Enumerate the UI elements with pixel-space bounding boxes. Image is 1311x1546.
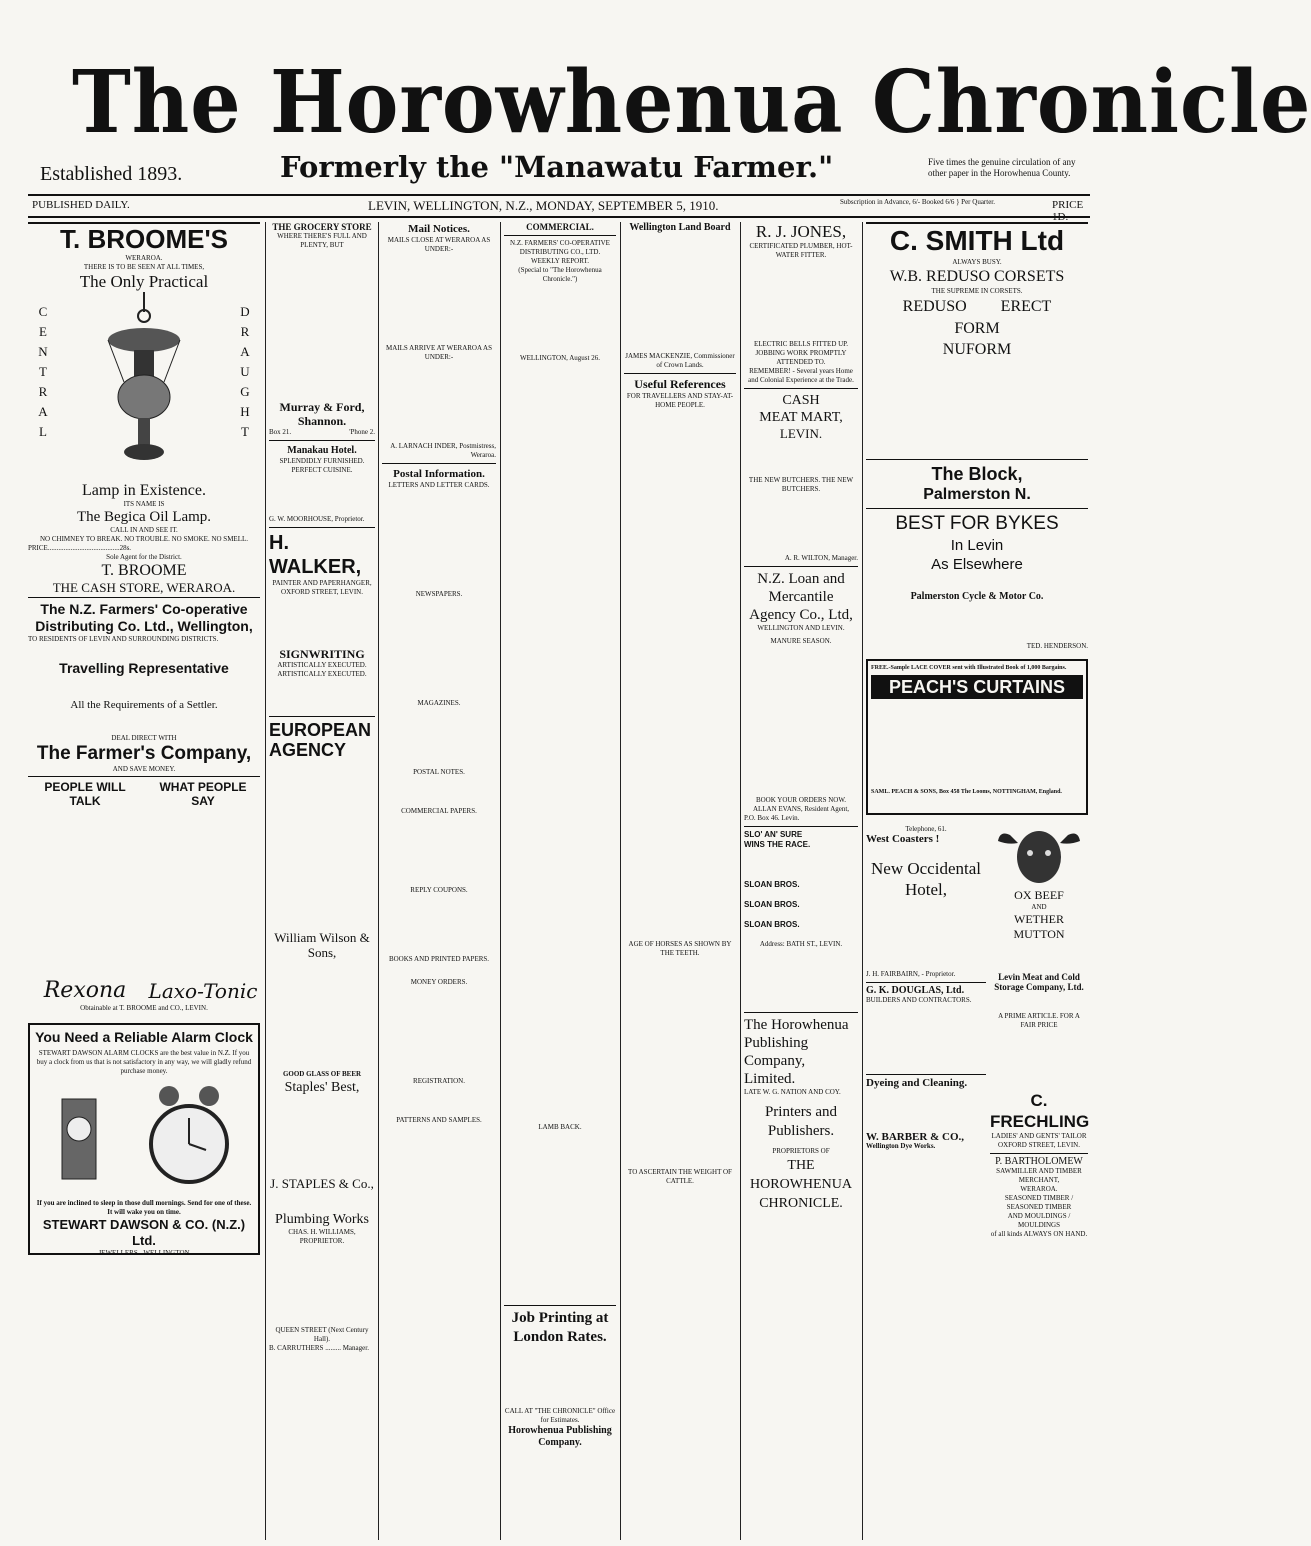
lamp-in-existence: Lamp in Existence. <box>82 482 206 499</box>
murray-contact <box>269 428 375 437</box>
filler-text <box>866 1151 986 1181</box>
central-letters: CENTRAL <box>38 304 48 439</box>
filler-text <box>990 992 1088 1012</box>
filler-text <box>744 1213 858 1353</box>
its-name: ITS NAME IS <box>123 500 165 508</box>
clocks-row <box>34 1079 254 1199</box>
ox-beef: OX BEEF <box>1014 888 1064 902</box>
column-rule <box>740 222 741 1540</box>
filler-text <box>382 254 496 344</box>
filler-text <box>382 987 496 1077</box>
commercial-papers-heading: COMMERCIAL PAPERS. <box>401 807 477 815</box>
levin-heading: LEVIN. <box>779 426 823 441</box>
sloan-bros: SLOAN BROS. <box>744 880 800 889</box>
barber-dye-works: Wellington Dye Works. <box>866 1142 936 1150</box>
column-rule <box>265 222 266 1540</box>
filler-text <box>744 442 858 476</box>
filler-text <box>382 362 496 442</box>
alarm-clock-icon <box>54 1089 104 1189</box>
signwriting: SIGNWRITING <box>279 647 365 661</box>
filler-text <box>269 1096 375 1176</box>
and-save: AND SAVE MONEY. <box>28 765 260 777</box>
postal-information: Postal Information. <box>393 468 485 480</box>
carruthers: B. CARRUTHERS ......... Manager. <box>269 1344 369 1352</box>
magazines-heading: MAGAZINES. <box>417 699 461 707</box>
filler-text <box>382 490 496 590</box>
murray-ford: Murray & Ford, Shannon. <box>279 400 365 428</box>
filler-text <box>269 760 375 930</box>
to-ascertain: TO ASCERTAIN THE WEIGHT OF CATTLE. <box>628 1168 732 1185</box>
queen-street: QUEEN STREET (Next Century Hall). <box>275 1326 369 1343</box>
filler-text <box>146 808 260 978</box>
filler-text <box>744 930 858 940</box>
occidental-hotel-ad <box>866 825 986 1239</box>
sloan-bros: SLOAN BROS. <box>744 900 800 909</box>
mouldings: AND MOULDINGS / MOULDINGS <box>1007 1212 1071 1229</box>
the-block: The Block, <box>931 464 1023 484</box>
william-wilson: William Wilson & Sons, <box>274 930 370 960</box>
phone-number: 'Phone 2. <box>349 428 375 436</box>
po-box: P.O. Box 46. Levin. <box>744 814 800 822</box>
only-practical: The Only Practical <box>79 272 209 291</box>
j-staples: J. STAPLES & Co., <box>270 1176 374 1191</box>
wellington-and-levin: WELLINGTON AND LEVIN. <box>757 624 845 632</box>
levin-meat-company: Levin Meat and Cold Storage Company, Ltd. <box>994 972 1084 992</box>
filler-text <box>744 890 858 900</box>
for-travellers: FOR TRAVELLERS AND STAY-AT-HOME PEOPLE. <box>626 392 734 409</box>
filler-text <box>382 777 496 807</box>
peach-free: FREE.-Sample LACE COVER sent with Illustrated Book of 1,000 Bargains. <box>871 665 1067 671</box>
supreme-in-corsets: THE SUPREME IN CORSETS. <box>931 287 1023 295</box>
column-rule <box>862 222 863 1540</box>
commercial-heading: COMMERCIAL. <box>526 222 594 232</box>
cash-store: THE CASH STORE, WERAROA. <box>28 580 260 598</box>
filler-text <box>744 910 858 920</box>
formerly-line: Formerly the "Manawatu Farmer." <box>280 150 834 184</box>
column-5 <box>624 222 736 1540</box>
column-rule <box>500 222 501 1540</box>
filler-text <box>28 677 260 699</box>
filler-text <box>744 646 858 796</box>
alarm-text: STEWART DAWSON ALARM CLOCKS are the best value in N.Z. If you buy a clock from us that is not satisfactory in any way, we will gladly refund purchase money. <box>36 1049 252 1075</box>
good-glass: GOOD GLASS OF BEER <box>282 1070 362 1078</box>
column-4 <box>504 222 616 1540</box>
sole-agent: Sole Agent for the District. <box>106 553 182 561</box>
allan-evans: ALLAN EVANS, Resident Agent, <box>752 805 850 813</box>
books-heading: BOOKS AND PRINTED PAPERS. <box>388 955 490 963</box>
new-butchers: THE NEW BUTCHERS. THE NEW BUTCHERS. <box>748 476 854 493</box>
seasoned-timber: SEASONED TIMBER / SEASONED TIMBER <box>1004 1194 1074 1211</box>
land-board: Wellington Land Board <box>629 222 731 233</box>
filler-text <box>382 1086 496 1116</box>
nz-farmers: N.Z. FARMERS' CO-OPERATIVE DISTRIBUTING CO., LTD. <box>510 239 610 256</box>
alarm-clock-ad <box>28 1023 260 1255</box>
registration-heading: REGISTRATION. <box>413 1077 465 1085</box>
hotel-meat-row <box>866 825 1088 1239</box>
filler-text <box>504 1347 616 1407</box>
filler-text <box>744 494 858 554</box>
certificated-plumber: CERTIFICATED PLUMBER, HOT-WATER FITTER. <box>749 242 853 259</box>
filler-text <box>866 602 1088 642</box>
splendidly: SPLENDIDLY FURNISHED. PERFECT CUISINE. <box>279 457 365 474</box>
artistically: ARTISTICALLY EXECUTED. ARTISTICALLY EXECUTED. <box>277 661 367 678</box>
ted-henderson: TED. HENDERSON. <box>1026 642 1088 650</box>
dateline-bar <box>28 194 1090 223</box>
ox-head-icon <box>990 825 1088 885</box>
postal-notes-heading: POSTAL NOTES. <box>413 768 465 776</box>
w-barber: W. BARBER & CO., <box>866 1131 964 1143</box>
filler-text <box>504 284 616 354</box>
slo-an-sure: SLO' AN' SURE <box>744 830 803 839</box>
nz-farmers-heading: The N.Z. Farmers' Co-operative Distributing Co. Ltd., Wellington, <box>35 601 253 634</box>
prime-article: A PRIME ARTICLE. FOR A FAIR PRICE <box>998 1012 1080 1029</box>
filler-text <box>269 1246 375 1326</box>
european-agency: EUROPEAN AGENCY <box>269 720 372 760</box>
filler-text <box>382 708 496 768</box>
nz-loan: N.Z. Loan and Mercantile Agency Co., Ltd, <box>749 571 853 623</box>
c-smith-ltd: C. SMITH Ltd <box>866 222 1088 258</box>
filler-text <box>382 1125 496 1245</box>
people-say-ad <box>146 780 260 1004</box>
weraroa: WERAROA. <box>125 254 163 262</box>
palmerston-n: Palmerston N. <box>923 486 1031 503</box>
samuel-peach: SAML. PEACH & SONS, Box 458 The Looms, NOTTINGHAM, England. <box>871 789 1062 795</box>
job-printing: Job Printing at London Rates. <box>511 1310 609 1345</box>
manure-season: MANURE SEASON. <box>770 637 832 645</box>
filler-text <box>744 850 858 880</box>
filler-text <box>269 250 375 400</box>
circulation-note: Five times the genuine circulation of any other paper in the Horowhenua County. <box>928 157 1076 178</box>
sloan-bros: SLOAN BROS. <box>744 920 800 929</box>
wb-reduso-corsets: W.B. REDUSO CORSETS <box>889 268 1065 285</box>
deal-direct: DEAL DIRECT WITH <box>111 734 177 742</box>
alarm-title: You Need a Reliable Alarm Clock <box>35 1029 253 1045</box>
wellington-date: WELLINGTON, August 26. <box>520 354 600 362</box>
reply-coupons-heading: REPLY COUPONS. <box>410 886 468 894</box>
special-note: (Special to "The Horowhenua Chronicle.") <box>518 266 602 283</box>
filler-text <box>269 475 375 515</box>
stewart-dawson: STEWART DAWSON & CO. (N.Z.) Ltd. <box>42 1217 246 1248</box>
masthead-title: The Horowhenua Chronicle <box>72 52 1311 153</box>
filler-text <box>382 964 496 978</box>
money-orders-heading: MONEY ORDERS. <box>410 978 468 986</box>
column-7 <box>866 222 1088 1540</box>
age-of-horses: AGE OF HORSES AS SHOWN BY THE TEETH. <box>628 940 732 957</box>
lamp-illustration-area <box>28 292 260 482</box>
peach-curtains-title: PEACH'S CURTAINS <box>871 675 1083 699</box>
lamp-price: PRICE.........................................28s. <box>28 544 132 552</box>
mail-notices: Mail Notices. <box>408 223 470 235</box>
builders: BUILDERS AND CONTRACTORS. <box>866 996 972 1004</box>
rexona-logo: Rexona <box>43 978 127 1003</box>
filler-text <box>382 895 496 955</box>
telephone: Telephone, 61. <box>905 825 947 833</box>
filler-text <box>744 260 858 340</box>
newspapers-heading: NEWSPAPERS. <box>415 590 463 598</box>
wether: WETHER <box>1014 912 1064 926</box>
filler-text <box>382 599 496 699</box>
column-2 <box>269 222 375 1540</box>
mails-close: MAILS CLOSE AT WERAROA AS UNDER:- <box>387 236 491 253</box>
travelling-representative: Travelling Representative <box>59 660 229 676</box>
filler-text <box>624 410 736 940</box>
tailor: LADIES' AND GENTS' TAILOR OXFORD STREET, LEVIN. <box>991 1132 1087 1149</box>
alarm-clock-icon <box>144 1084 234 1194</box>
grocery-sub: WHERE THERE'S FULL AND PLENTY, BUT <box>277 232 367 249</box>
peach-curtains-ad <box>866 659 1088 815</box>
reduso-erect-form: REDUSO ERECT FORM <box>902 298 1052 337</box>
mackenzie: JAMES MACKENZIE, Commissioner of Crown Lands. <box>625 352 735 369</box>
nuform: NUFORM <box>942 341 1012 358</box>
letters-heading: LETTERS AND LETTER CARDS. <box>388 481 490 489</box>
jewellers: JEWELLERS - WELLINGTON <box>98 1249 190 1257</box>
bath-st-address: Address: BATH ST., LEVIN. <box>759 940 843 948</box>
meat-mart: MEAT MART, <box>759 410 843 425</box>
as-elsewhere: As Elsewhere <box>931 556 1023 573</box>
filler-text <box>866 574 1088 592</box>
all-requirements: All the Requirements of a Settler. <box>70 699 218 711</box>
mails-arrive: MAILS ARRIVE AT WERAROA AS UNDER:- <box>386 344 492 361</box>
filler-text <box>744 949 858 1009</box>
mutton: MUTTON <box>1013 927 1065 941</box>
filler-text <box>866 844 986 858</box>
published-daily: PUBLISHED DAILY. <box>32 199 130 211</box>
in-levin: In Levin <box>950 537 1004 554</box>
manakau-hotel: Manakau Hotel. <box>287 445 357 456</box>
filler-text <box>269 597 375 647</box>
box-number: Box 21. <box>269 428 292 436</box>
meat-company-ad <box>990 825 1088 1239</box>
fairbairn: J. H. FAIRBAIRN, - Proprietor. <box>866 970 956 978</box>
lamb-back-heading: LAMB BACK. <box>538 1123 582 1131</box>
people-talk: PEOPLE WILL TALK <box>44 780 126 808</box>
filler-text <box>504 363 616 1123</box>
column-3 <box>382 222 496 1540</box>
call-at: CALL AT "THE CHRONICLE" Office for Estimates. <box>504 1407 616 1424</box>
begica-lamp: The Begica Oil Lamp. <box>76 509 212 525</box>
walker-heading: H. WALKER, <box>269 532 362 578</box>
printers-publishers: Printers and Publishers. <box>764 1104 838 1139</box>
filler-text <box>382 816 496 886</box>
filler-text <box>624 1186 736 1436</box>
filler-text <box>871 702 1083 788</box>
filler-text <box>28 712 260 734</box>
alarm-sleep: If you are inclined to sleep in those dull mornings. Send for one of these. It will wake you on time. <box>36 1199 252 1216</box>
rj-jones: R. J. JONES, <box>755 222 847 241</box>
filler-text <box>866 360 1088 456</box>
filler-text <box>990 942 1088 972</box>
filler-text <box>504 1132 616 1302</box>
remember: REMEMBER! - Several years Home and Colonial Experience at the Trade. <box>748 367 854 384</box>
filler-text <box>269 960 375 1070</box>
c-frechling: C. FRECHLING <box>990 1091 1090 1131</box>
new-occidental-hotel: New Occidental Hotel, <box>871 859 981 899</box>
useful-references: Useful References <box>634 377 726 391</box>
price: PRICE 1D. <box>1052 199 1084 223</box>
sawmiller: SAWMILLER AND TIMBER MERCHANT, <box>996 1167 1082 1184</box>
p-bartholomew: P. BARTHOLOMEW <box>995 1156 1083 1167</box>
call-in: CALL IN AND SEE IT. <box>110 526 178 534</box>
talk-say-row <box>28 780 260 1004</box>
chas-williams: CHAS. H. WILLIAMS, PROPRIETOR. <box>288 1228 356 1245</box>
people-talk-ad <box>28 780 142 1004</box>
patterns-heading: PATTERNS AND SAMPLES. <box>396 1116 482 1124</box>
subscription: Subscription in Advance, 6/- Booked 6/6 } Per Quarter. <box>840 198 996 206</box>
filler-text <box>269 1191 375 1211</box>
filler-text <box>624 958 736 1168</box>
larnach: A. LARNACH INDER, Postmistress, Weraroa. <box>390 442 496 459</box>
wilton: A. R. WILTON, Manager. <box>784 554 858 562</box>
west-coasters: West Coasters ! <box>866 833 940 845</box>
no-chimney: NO CHIMNEY TO BREAK. NO TROUBLE. NO SMOKE. NO SMELL. <box>40 535 248 543</box>
proprietors-of: PROPRIETORS OF <box>772 1147 830 1155</box>
broome-name: T. BROOME <box>101 562 187 579</box>
weekly-report: WEEKLY REPORT. <box>531 257 589 265</box>
plumbing-works: Plumbing Works <box>275 1212 369 1227</box>
filler-text <box>866 1005 986 1071</box>
moorhouse: G. W. MOORHOUSE, Proprietor. <box>269 515 365 523</box>
obtainable: Obtainable at T. BROOME and CO., LEVIN. <box>80 1004 208 1012</box>
staples-best: Staples' Best, <box>284 1080 360 1095</box>
filler-text <box>990 1030 1088 1090</box>
oil-lamp-illustration <box>94 292 194 482</box>
palmerston-cycle: Palmerston Cycle & Motor Co. <box>910 591 1044 602</box>
painter: PAINTER AND PAPERHANGER, OXFORD STREET, LEVIN. <box>272 579 372 596</box>
and: AND <box>1031 903 1047 911</box>
gk-douglas: G. K. DOUGLAS, Ltd. <box>866 985 965 996</box>
horowhenua-publishing: Horowhenua Publishing Company. <box>508 1425 612 1448</box>
broome-title: T. BROOME'S <box>28 222 260 254</box>
the-horowhenua-chronicle: THE HOROWHENUA CHRONICLE. <box>750 1158 852 1211</box>
book-orders: BOOK YOUR ORDERS NOW. <box>755 796 847 804</box>
filler-text <box>866 1088 986 1132</box>
dyeing-cleaning: Dyeing and Cleaning. <box>866 1077 968 1089</box>
wins-the-race: WINS THE RACE. <box>744 840 811 849</box>
filler-text <box>269 679 375 713</box>
farmers-company: The Farmer's Company, <box>36 743 252 764</box>
laxo-logo: Laxo-Tonic <box>148 979 258 1003</box>
filler-text <box>624 234 736 352</box>
column-6 <box>744 222 858 1540</box>
established-line: Established 1893. <box>40 163 183 185</box>
people-say: WHAT PEOPLE SAY <box>159 780 247 808</box>
column-rule <box>378 222 379 1540</box>
column-1 <box>28 222 260 1540</box>
weraroa-2: WERAROA. <box>1020 1185 1058 1193</box>
filler-text <box>28 644 260 660</box>
there-is-text: THERE IS TO BE SEEN AT ALL TIMES, <box>83 263 205 271</box>
cash-heading: CASH <box>782 393 820 408</box>
best-for-bykes: BEST FOR BYKES <box>895 513 1059 534</box>
all-kinds: of all kinds ALWAYS ON HAND. <box>990 1230 1088 1238</box>
column-rule <box>620 222 621 1540</box>
late-nation: LATE W. G. NATION AND COY. <box>744 1088 841 1096</box>
grocery-store: THE GROCERY STORE <box>272 222 372 232</box>
filler-text <box>28 808 142 978</box>
horowhenua-publishing-company: The Horowhenua Publishing Company, Limited. <box>744 1017 849 1087</box>
always-busy: ALWAYS BUSY. <box>952 258 1002 266</box>
to-residents: TO RESIDENTS OF LEVIN AND SURROUNDING DISTRICTS. <box>28 635 219 643</box>
electric-bells: ELECTRIC BELLS FITTED UP. JOBBING WORK PROMPTLY ATTENDED TO. <box>753 340 849 366</box>
draught-letters: DRAUGHT <box>240 304 250 439</box>
filler-text <box>866 900 986 970</box>
place-date: LEVIN, WELLINGTON, N.Z., MONDAY, SEPTEMBER 5, 1910. <box>368 198 719 213</box>
